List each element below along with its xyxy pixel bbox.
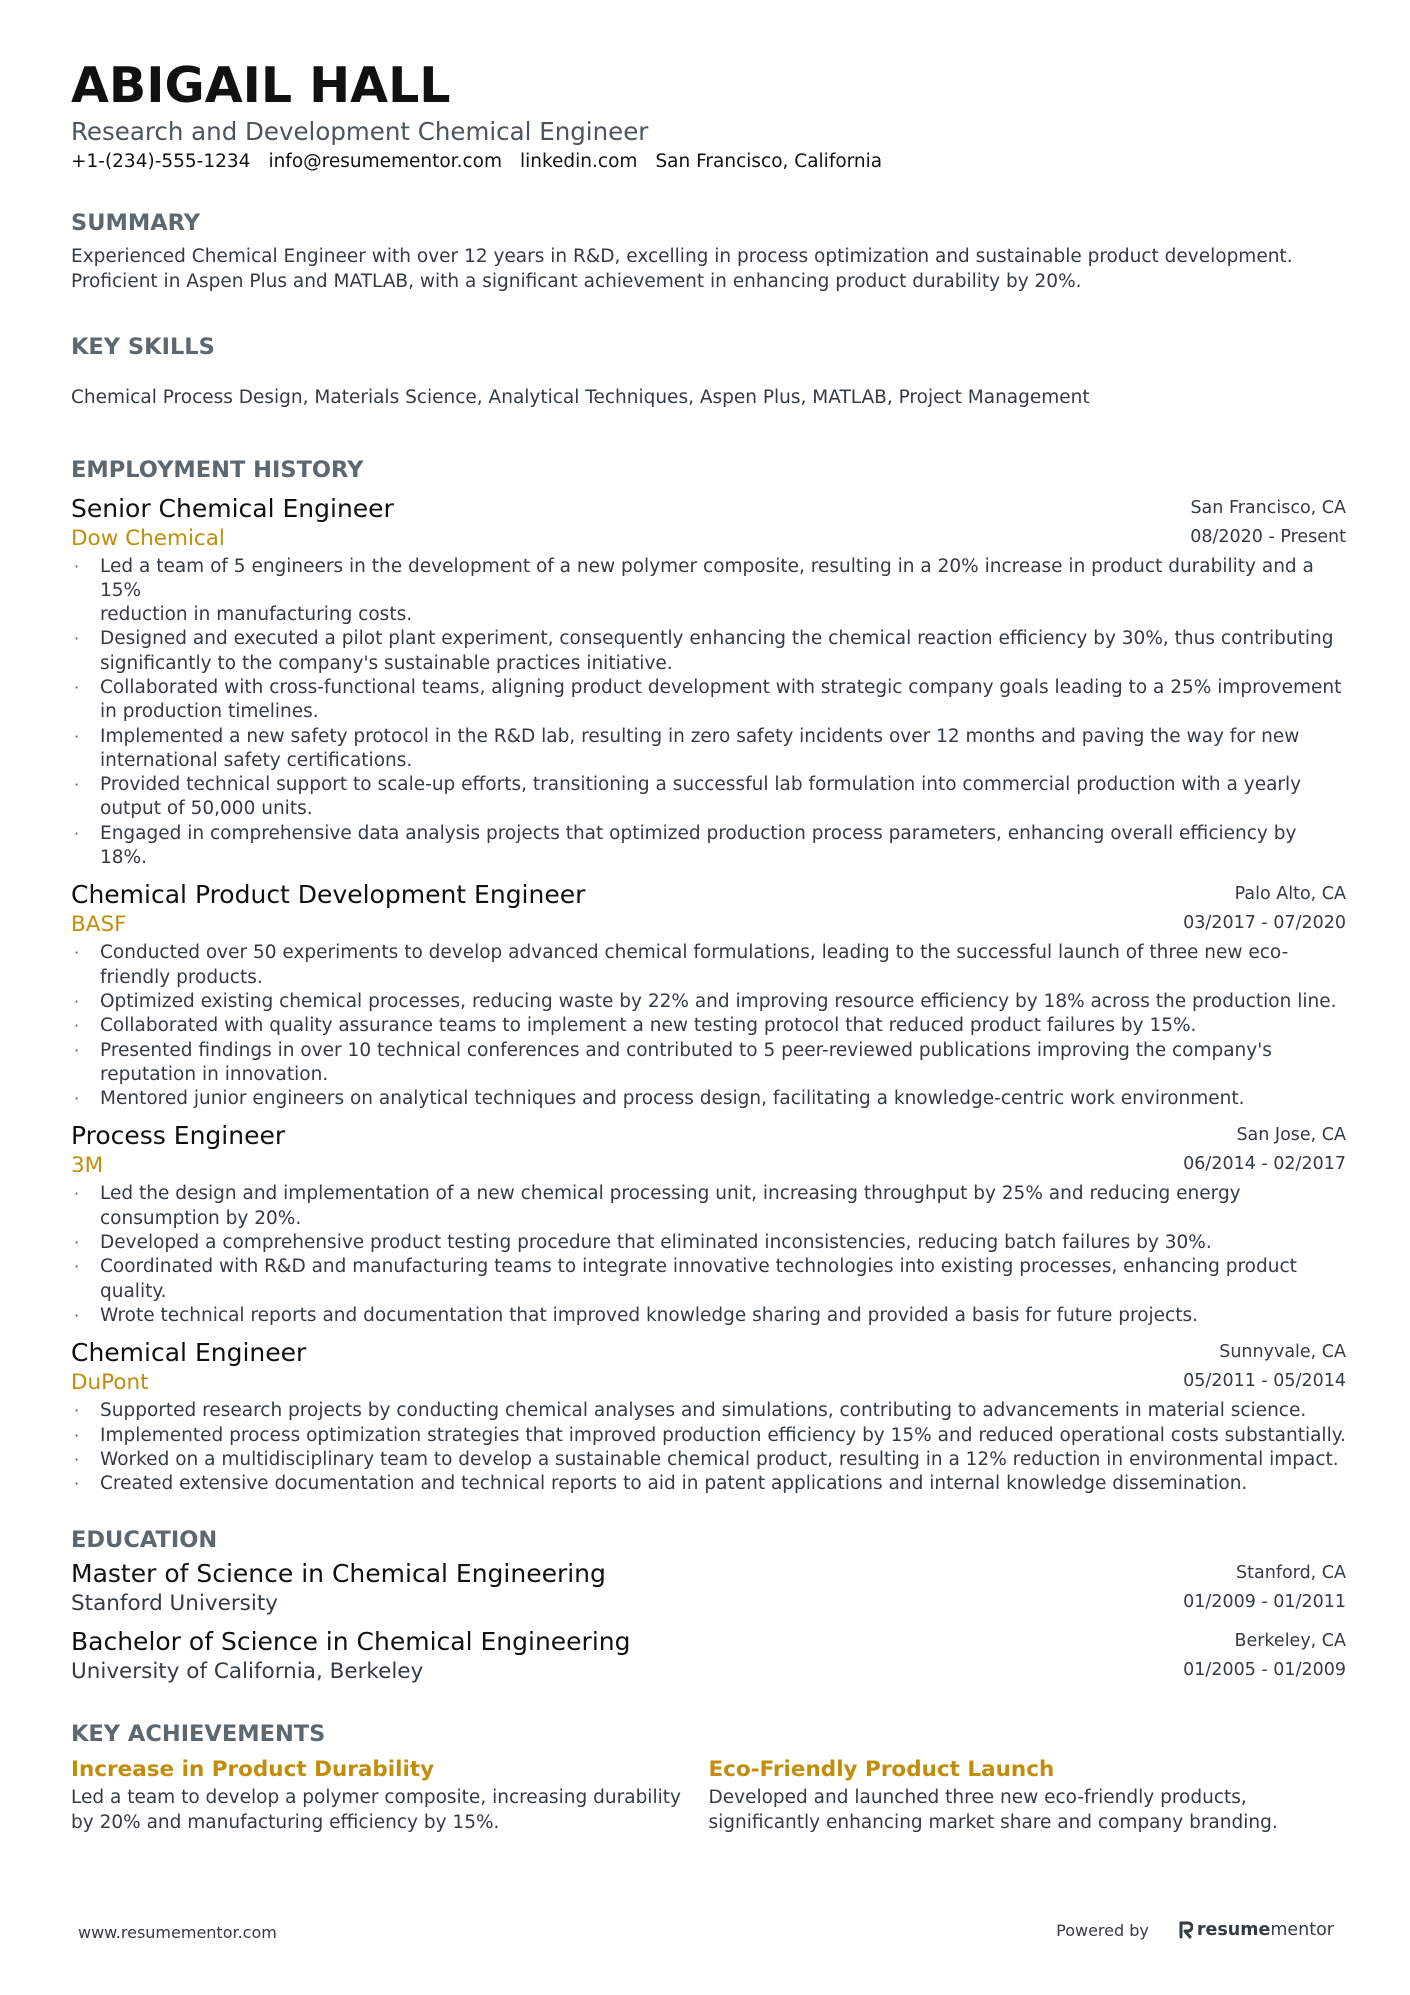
job-entry-header <box>71 880 1346 939</box>
job-location: San Jose, CA <box>1236 1125 1346 1146</box>
education-heading: EDUCATION <box>71 1527 218 1554</box>
brand-logo[interactable] <box>1179 1920 1334 1940</box>
job-bullet <box>71 1255 1346 1304</box>
education-entry-right <box>1183 1559 1346 1617</box>
contact-info <box>71 149 1346 175</box>
education-section <box>71 1525 1346 1686</box>
job-entry-left <box>71 880 585 939</box>
education-entry-header <box>71 1627 1346 1686</box>
skills-text: Chemical Process Design, Materials Science, Analytical Techniques, Aspen Plus, MATLAB, Project Management <box>71 387 1090 408</box>
candidate-title: Research and Development Chemical Engineer <box>71 117 649 146</box>
job-role: Chemical Engineer <box>71 1338 307 1368</box>
job-entry <box>71 494 1346 871</box>
job-bullet <box>71 773 1346 822</box>
job-entry-header <box>71 1338 1346 1397</box>
contact-linkedin[interactable]: linkedin.com <box>519 151 638 172</box>
job-bullet-line: output of 50,000 units. <box>100 798 313 820</box>
job-entry-right <box>1183 880 1346 938</box>
achievements-grid <box>71 1754 1346 1835</box>
school-location: Stanford, CA <box>1236 1563 1346 1584</box>
job-bullet <box>71 1304 1346 1328</box>
achievement-item <box>709 1754 1347 1835</box>
achievement-line: Developed and launched three new eco-friendly products, <box>708 1787 1247 1809</box>
bullet-dot-icon: · <box>74 556 80 576</box>
job-bullet-line: Conducted over 50 experiments to develop advanced chemical formulations, leading to the successful launch of three new eco- <box>100 942 1289 964</box>
education-entry-left <box>71 1627 631 1686</box>
job-entry-left <box>71 1121 285 1180</box>
job-location: San Francisco, CA <box>1190 497 1346 518</box>
job-bullet-list <box>71 1182 1346 1328</box>
school-name: University of California, Berkeley <box>71 1659 424 1685</box>
brand-name-rest: mentor <box>1270 1920 1334 1940</box>
education-entry <box>71 1627 1346 1686</box>
job-bullet-line: Implemented a new safety protocol in the R&D lab, resulting in zero safety incidents over 12 months and paving the way for new <box>100 725 1300 747</box>
job-bullet <box>71 1014 1346 1038</box>
resumementor-logo-icon <box>1179 1921 1193 1939</box>
bullet-dot-icon: · <box>74 726 80 746</box>
job-bullet-line: Collaborated with cross-functional teams, aligning product development with strategic company goals leading to a 25% improvement <box>100 676 1342 698</box>
bullet-dot-icon: · <box>74 1016 80 1036</box>
job-bullet-line: Provided technical support to scale-up efforts, transitioning a successful lab formulation into commercial production with a yearly <box>100 774 1302 796</box>
job-dates: 05/2011 - 05/2014 <box>1183 1371 1346 1392</box>
job-bullet-line: Led the design and implementation of a new chemical processing unit, increasing throughput by 25% and reducing energy <box>100 1183 1241 1205</box>
degree-title: Bachelor of Science in Chemical Engineering <box>71 1627 631 1657</box>
employment-section <box>71 455 1346 1497</box>
skills-heading: KEY SKILLS <box>71 334 215 360</box>
summary-line: Experienced Chemical Engineer with over 12 years in R&D, excelling in process optimization and sustainable product development. <box>71 246 1293 267</box>
education-entry-right <box>1183 1627 1346 1685</box>
job-bullet-line: consumption by 20%. <box>100 1207 302 1229</box>
achievement-title: Eco-Friendly Product Launch <box>708 1757 1055 1783</box>
job-bullet-line: Implemented process optimization strategies that improved production efficiency by 15% and reduced operational costs substantially. <box>100 1424 1346 1446</box>
job-dates: 03/2017 - 07/2020 <box>1183 913 1346 934</box>
summary-text <box>71 245 1346 294</box>
education-dates: 01/2005 - 01/2009 <box>1183 1660 1346 1681</box>
achievements-section <box>71 1719 1346 1835</box>
summary-heading: SUMMARY <box>71 210 201 236</box>
job-bullet-line: reputation in innovation. <box>100 1063 329 1085</box>
job-bullet-line: Supported research projects by conducting chemical analyses and simulations, contributing to advancements in material science. <box>100 1400 1307 1422</box>
job-bullet-list <box>71 555 1346 871</box>
job-bullet <box>71 822 1346 871</box>
job-bullet <box>71 725 1346 774</box>
job-location: Palo Alto, CA <box>1234 884 1346 905</box>
job-entry-header <box>71 494 1346 553</box>
skills-section <box>71 332 1346 411</box>
job-bullet <box>71 555 1346 628</box>
employment-heading: EMPLOYMENT HISTORY <box>71 456 364 483</box>
brand-name-bold: resume <box>1196 1920 1271 1940</box>
job-bullet-line: quality. <box>100 1280 167 1302</box>
job-bullet <box>71 1087 1346 1111</box>
achievement-text <box>709 1786 1321 1835</box>
bullet-dot-icon: · <box>74 1233 80 1253</box>
job-bullet-line: Created extensive documentation and technical reports to aid in patent applications and internal knowledge dissemination. <box>100 1473 1248 1495</box>
job-entry-left <box>71 494 394 553</box>
job-dates: 06/2014 - 02/2017 <box>1183 1154 1346 1175</box>
job-bullet <box>71 1448 1346 1472</box>
job-entry-right <box>1183 1121 1346 1179</box>
job-role: Process Engineer <box>71 1121 286 1151</box>
bullet-dot-icon: · <box>74 1305 80 1325</box>
achievement-line: Led a team to develop a polymer composite, increasing durability <box>71 1787 681 1809</box>
job-bullet-line: Led a team of 5 engineers in the development of a new polymer composite, resulting in a 20% increase in product durability and a 15% <box>100 555 1314 601</box>
job-entry-header <box>71 1121 1346 1180</box>
achievement-line: significantly enhancing market share and company branding. <box>708 1811 1278 1833</box>
job-bullet-line: Optimized existing chemical processes, reducing waste by 22% and improving resource efficiency by 18% across the production line. <box>100 990 1337 1012</box>
contact-phone: +1-(234)-555-1234 <box>71 151 251 172</box>
job-bullet <box>71 1399 1346 1423</box>
job-bullet <box>71 990 1346 1014</box>
bullet-dot-icon: · <box>74 1425 80 1445</box>
job-dates: 08/2020 - Present <box>1190 526 1346 547</box>
bullet-dot-icon: · <box>74 1401 80 1421</box>
resume-header <box>71 58 1346 175</box>
bullet-dot-icon: · <box>74 775 80 795</box>
job-bullet-line: Presented findings in over 10 technical conferences and contributed to 5 peer-reviewed publications improving the company's <box>100 1039 1272 1061</box>
bullet-dot-icon: · <box>74 823 80 843</box>
achievement-line: by 20% and manufacturing efficiency by 15%. <box>71 1811 500 1833</box>
job-bullet-line: Collaborated with quality assurance teams to implement a new testing protocol that reduced product failures by 15%. <box>100 1015 1197 1037</box>
achievement-title: Increase in Product Durability <box>71 1757 435 1783</box>
contact-email[interactable]: info@resumementor.com <box>268 151 502 172</box>
contact-location: San Francisco, California <box>655 151 883 172</box>
job-bullet-line: Coordinated with R&D and manufacturing teams to integrate innovative technologies into existing processes, enhancing product <box>100 1256 1297 1278</box>
job-company: DuPont <box>71 1370 149 1396</box>
job-bullet-line: reduction in manufacturing costs. <box>100 604 413 626</box>
job-bullet <box>71 1182 1346 1231</box>
job-bullet-line: Mentored junior engineers on analytical techniques and process design, facilitating a knowledge-centric work environment. <box>100 1088 1245 1110</box>
job-entry-right <box>1183 1338 1346 1396</box>
powered-by-label: Powered by <box>1056 1920 1149 1940</box>
achievement-item <box>71 1754 709 1835</box>
job-bullet-line: Worked on a multidisciplinary team to develop a sustainable chemical product, resulting in a 12% reduction in environmental impact. <box>100 1448 1339 1470</box>
bullet-dot-icon: · <box>74 1040 80 1060</box>
bullet-dot-icon: · <box>74 1089 80 1109</box>
education-entry-header <box>71 1559 1346 1618</box>
education-entry-left <box>71 1559 606 1618</box>
job-bullet <box>71 1231 1346 1255</box>
school-location: Berkeley, CA <box>1234 1631 1346 1652</box>
achievements-heading: KEY ACHIEVEMENTS <box>71 1721 326 1748</box>
job-bullet <box>71 1424 1346 1448</box>
job-bullet <box>71 627 1346 676</box>
education-dates: 01/2009 - 01/2011 <box>1183 1592 1346 1613</box>
job-role: Chemical Product Development Engineer <box>71 880 586 910</box>
bullet-dot-icon: · <box>74 1184 80 1204</box>
summary-line: Proficient in Aspen Plus and MATLAB, with a significant achievement in enhancing product durability by 20%. <box>71 270 1082 292</box>
job-bullet-line: in production timelines. <box>100 701 319 723</box>
job-entry <box>71 1121 1346 1328</box>
job-bullet-line: significantly to the company's sustainable practices initiative. <box>100 652 673 674</box>
footer-website[interactable]: www.resumementor.com <box>78 1923 277 1942</box>
bullet-dot-icon: · <box>74 629 80 649</box>
job-entry-left <box>71 1338 306 1397</box>
job-bullet-line: Wrote technical reports and documentation that improved knowledge sharing and provided a basis for future projects. <box>100 1304 1199 1326</box>
job-entry <box>71 1338 1346 1496</box>
candidate-name: ABIGAIL HALL <box>71 57 451 114</box>
job-bullet-line: Designed and executed a pilot plant experiment, consequently enhancing the chemical reaction efficiency by 30%, thus contributing <box>100 628 1334 650</box>
bullet-dot-icon: · <box>74 991 80 1011</box>
footer-branding <box>1056 1920 1334 1940</box>
resume-content <box>71 58 1346 1835</box>
job-bullet <box>71 1039 1346 1088</box>
job-bullet-list <box>71 941 1346 1111</box>
job-entry-right <box>1190 494 1346 552</box>
job-bullet <box>71 676 1346 725</box>
bullet-dot-icon: · <box>74 943 80 963</box>
job-company: Dow Chemical <box>71 525 225 551</box>
job-location: Sunnyvale, CA <box>1219 1342 1346 1363</box>
job-role: Senior Chemical Engineer <box>71 493 394 523</box>
achievement-text <box>71 1786 683 1835</box>
job-bullet-line: friendly products. <box>100 966 263 988</box>
job-entry <box>71 880 1346 1111</box>
job-bullet-line: international safety certifications. <box>100 749 413 771</box>
job-bullet <box>71 1472 1346 1496</box>
job-company: BASF <box>71 912 127 938</box>
bullet-dot-icon: · <box>74 1449 80 1469</box>
job-company: 3M <box>71 1153 104 1179</box>
summary-section <box>71 208 1346 294</box>
job-list <box>71 494 1346 1497</box>
school-name: Stanford University <box>71 1591 279 1617</box>
bullet-dot-icon: · <box>74 1257 80 1277</box>
job-bullet-list <box>71 1399 1346 1496</box>
bullet-dot-icon: · <box>74 1474 80 1494</box>
education-entry <box>71 1559 1346 1618</box>
job-bullet <box>71 941 1346 990</box>
bullet-dot-icon: · <box>74 677 80 697</box>
job-bullet-line: Developed a comprehensive product testing procedure that eliminated inconsistencies, reducing batch failures by 30%. <box>100 1232 1212 1254</box>
degree-title: Master of Science in Chemical Engineering <box>71 1559 606 1589</box>
job-bullet-line: Engaged in comprehensive data analysis projects that optimized production process parameters, enhancing overall efficiency by 18%. <box>100 822 1297 869</box>
